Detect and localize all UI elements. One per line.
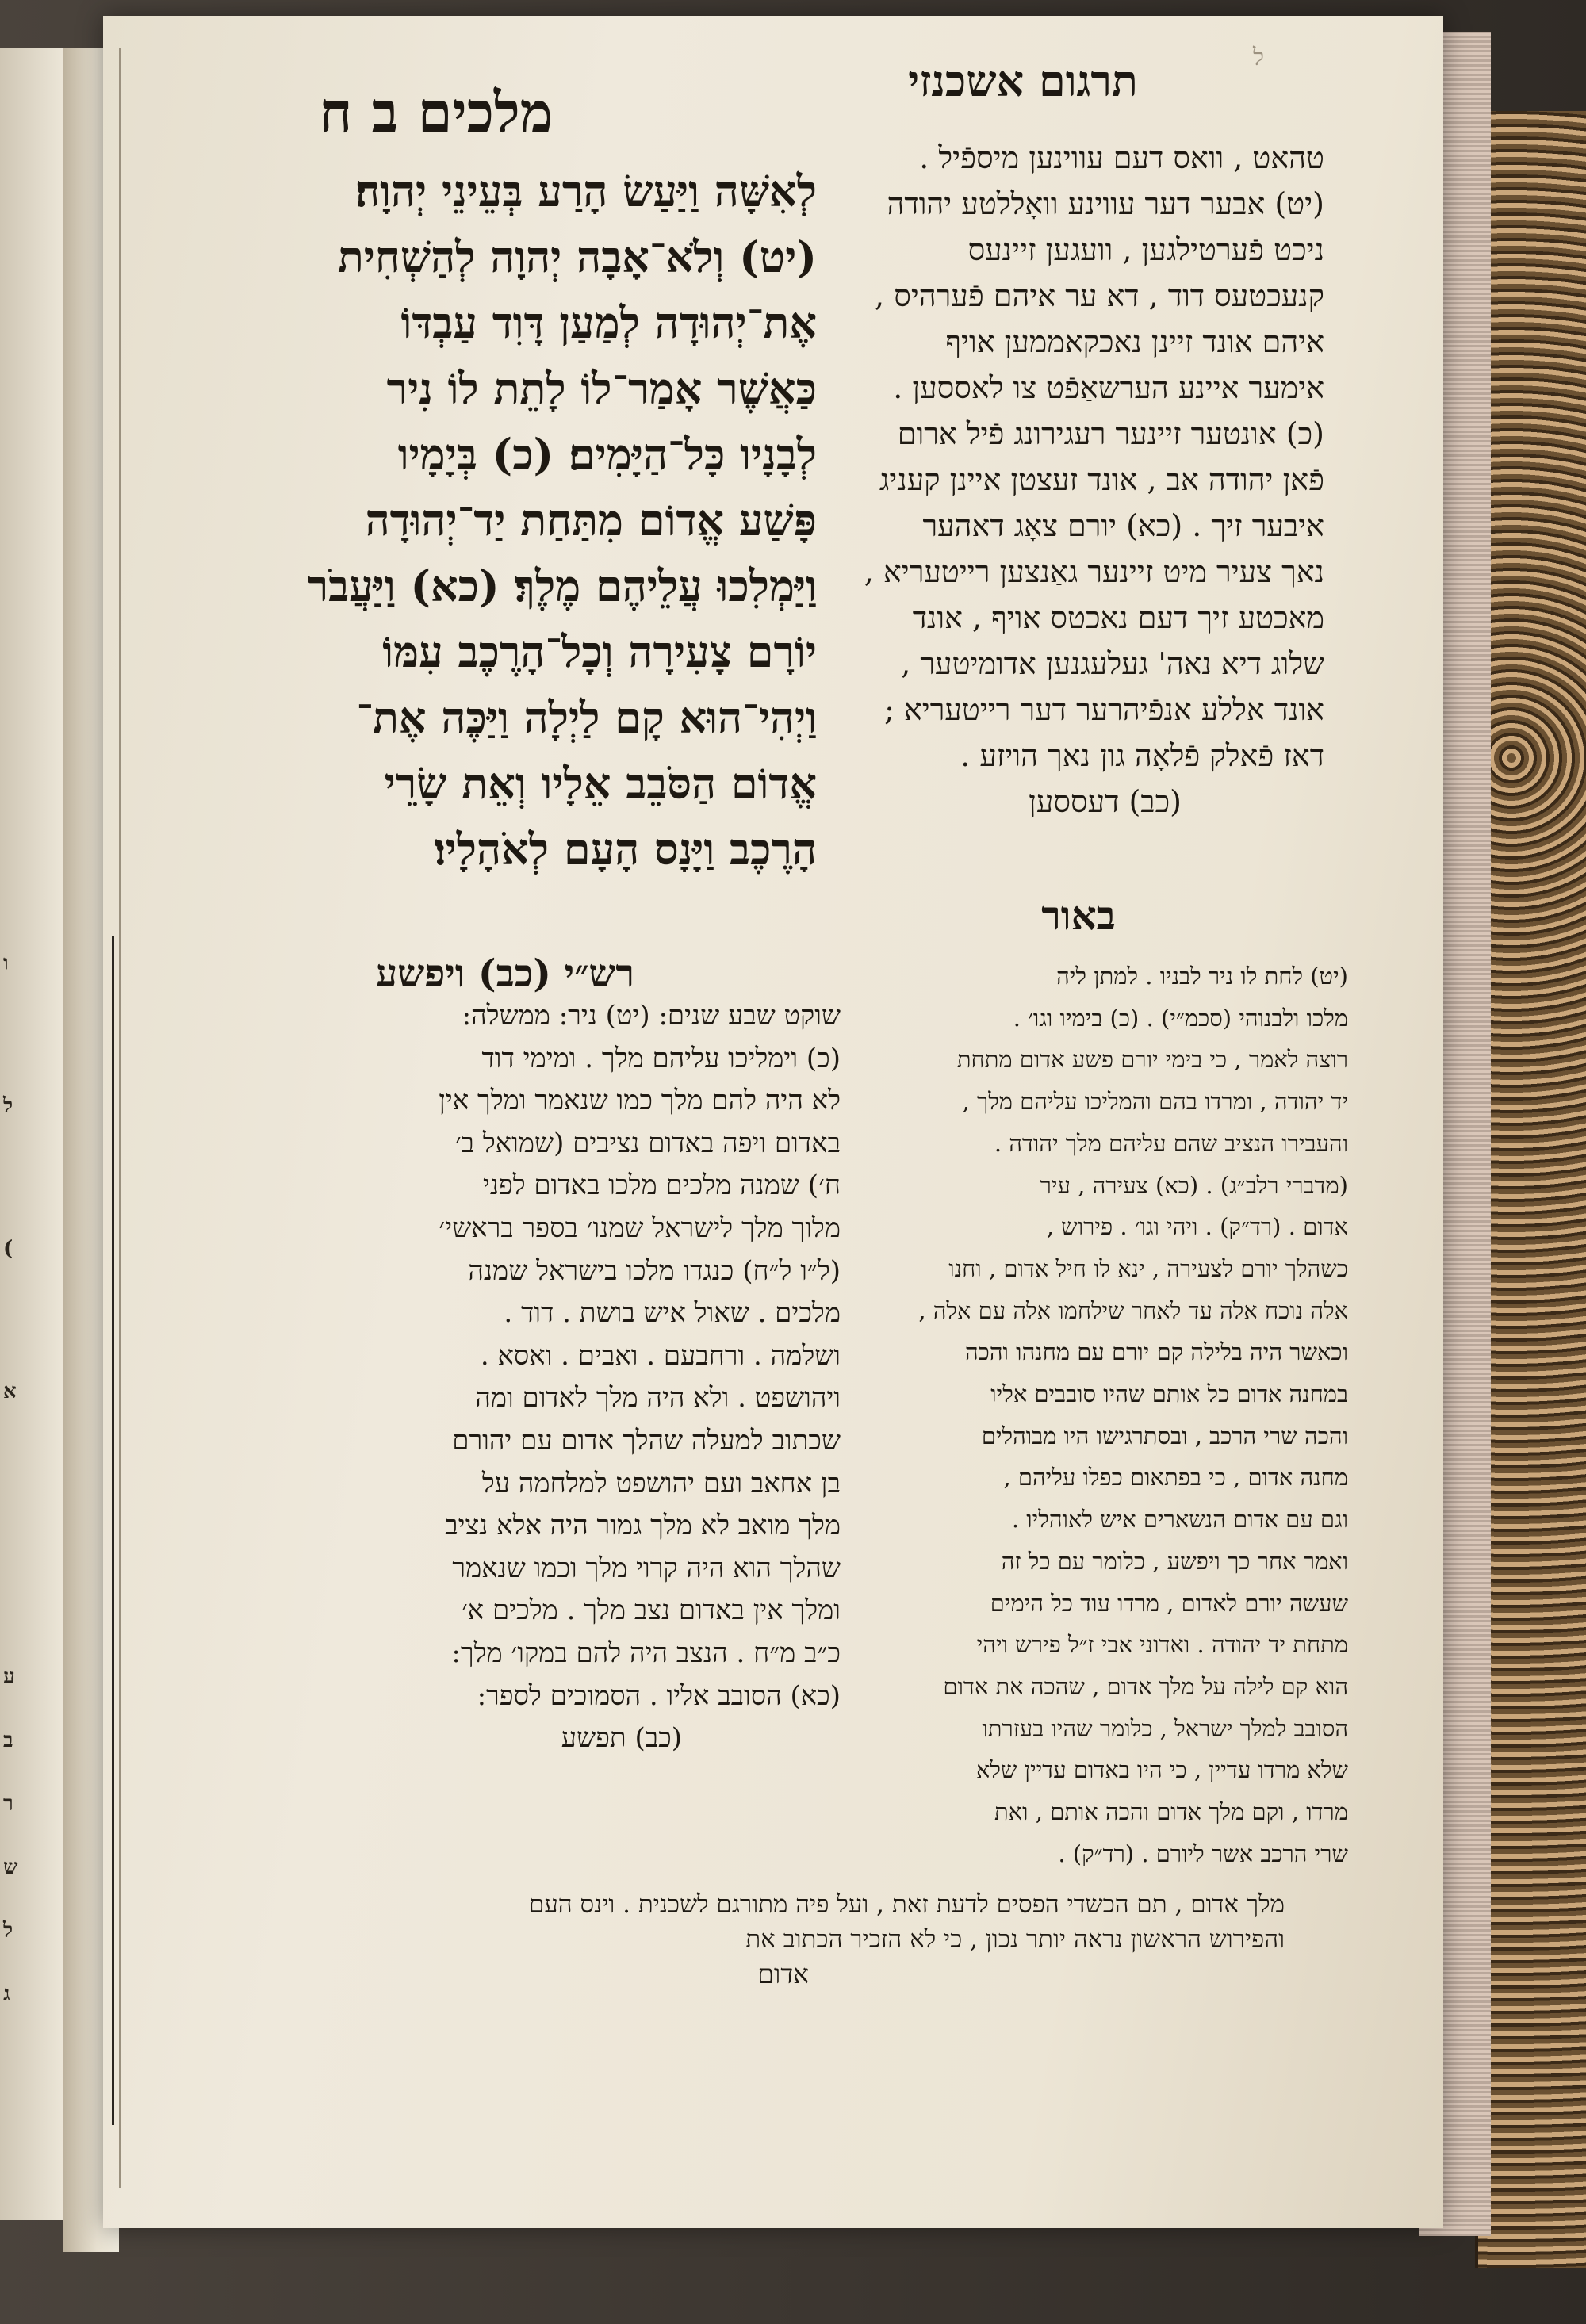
left-page-fragment: ע bbox=[3, 1665, 15, 1689]
rashi-line: באדום ויפה באדום נציבים (שמואל ב׳ bbox=[454, 1127, 841, 1159]
footer-line: והפירוש הראשון נראה יותר נכון , כי לא הזכיר הכתוב את bbox=[745, 1925, 1285, 1954]
targum-line: טהאט , וואס דעם עווינען מיספֿיל . bbox=[919, 140, 1324, 175]
left-page-edge bbox=[0, 48, 65, 2220]
hebrew-line: יוֹרָם צָעִירָה וְכָל־הָרֶכֶב עִמּוֹ bbox=[382, 626, 817, 677]
biur-line: יד יהודה , ומרדו בהם והמליכו עליהם מלך , bbox=[962, 1088, 1348, 1116]
targum-line: דאז פֿאלק פֿלאָה גון נאך הויזע . bbox=[960, 738, 1324, 773]
rashi-line: לא היה להם מלך כמו שנאמר ומלך אין bbox=[439, 1085, 841, 1117]
targum-line: (כ) אונטער זיינער רעגירונג פֿיל ארום bbox=[897, 416, 1324, 451]
footer-line: מלך אדום , תם הכשדי הפסים לדעת זאת , ועל פיה מתורגם לשכנית . וינס העם bbox=[528, 1890, 1285, 1919]
biur-line: והעבירו הנציב שהם עליהם מלך יהודה . bbox=[994, 1129, 1348, 1157]
left-page-fragment: ו bbox=[3, 951, 9, 975]
biur-line: (מדברי רלב״ג) . (כא) צעירה , עיר bbox=[1040, 1171, 1348, 1199]
rashi-line: מלכים . שאול איש בושת . דוד . bbox=[504, 1297, 841, 1330]
hebrew-line: כַּאֲשֶׁר אָמַר־לוֹ לָתֵת לוֹ נִיר bbox=[386, 363, 817, 414]
footer-commentary bbox=[238, 1887, 1285, 1992]
hebrew-line: אֱדוֹם הַסֹּבֵב אֵלָיו וְאֵת שָׂרֵי bbox=[384, 758, 817, 809]
rashi-commentary-column bbox=[206, 995, 841, 1760]
biur-line: (יט) לחת לו ניר לבניו . למתן ליה bbox=[1056, 963, 1348, 990]
biur-line: וגם עם אדום הנשארים איש לאוהליו . bbox=[1011, 1506, 1348, 1533]
hebrew-line: אֶת־יְהוּדָה לְמַעַן דָּוִד עַבְדּוֹ bbox=[400, 297, 817, 348]
left-page-fragment: ב bbox=[3, 1729, 13, 1752]
targum-line: איבער זיך . (כא) יורם צאָג דאהער bbox=[922, 508, 1324, 543]
targum-line: פֿאן יהודה אב , אונד זעצטן איינן קעניג bbox=[879, 462, 1324, 497]
rashi-heading: רש״י (כב) ויפשע bbox=[376, 951, 634, 996]
folio-mark: ל bbox=[1253, 44, 1265, 71]
rashi-line: בן אחאב ועם יהושפט למלחמה על bbox=[481, 1467, 841, 1499]
biur-line: הסובב למלך ישראל , כלומר שהיו בעזרתו bbox=[982, 1714, 1348, 1742]
rashi-line: ומלך אין באדום נצב מלך . מלכים א׳ bbox=[461, 1595, 841, 1627]
running-header-targum: תרגום אשכנזי bbox=[908, 56, 1138, 106]
targum-line: אימער איינע הערשאַפֿט צו לאססען . bbox=[893, 370, 1324, 405]
biur-line: במחנה אדום כל אותם שהיו סובבים אליו bbox=[990, 1380, 1348, 1408]
targum-line: (יט) אבער דער עווינע וואָללטע יהודה bbox=[887, 186, 1324, 221]
biur-heading: באור bbox=[1041, 892, 1116, 939]
running-header-book: מלכים ב ח bbox=[319, 79, 554, 145]
bookmark-thread bbox=[112, 936, 114, 2125]
rashi-line: שכתוב למעלה שהלך אדום עם יהורם bbox=[452, 1424, 841, 1457]
rashi-line: (כא) הסובב אליו . הסמוכים לספר: bbox=[477, 1679, 841, 1712]
hebrew-line: הָרֶכֶב וַיָּנָס הָעָם לְאֹהָלָיו׃ bbox=[434, 824, 817, 875]
hebrew-line: לְבָנָיו כָּל־הַיָּמִים׃ (כ) בְּיָמָיו bbox=[397, 429, 817, 480]
biur-line: שעשה יורם לאדום , מרדו עוד כל הימים bbox=[990, 1589, 1348, 1617]
rashi-line: ושלמה . ורחבעם . ואבים . ואסא . bbox=[480, 1339, 841, 1372]
marbled-cover bbox=[1475, 111, 1586, 2268]
footer-line: אדום bbox=[757, 1958, 809, 1989]
left-page-fragment: א bbox=[3, 1380, 17, 1403]
hebrew-line: וַיַּמְלִכוּ עֲלֵיהֶם מֶלֶךְ׃ (כא) וַיַּעֲבֹר bbox=[307, 561, 817, 611]
targum-line: מאכטע זיך דעם נאכטס אויף , אונד bbox=[912, 600, 1324, 635]
biur-line: מרדו , וקם מלך אדום והכה אותם , ואת bbox=[994, 1798, 1348, 1826]
left-page-fragment: ש bbox=[3, 1855, 18, 1879]
biur-line: והכה שרי הרכב , ובסתרגישו היו מבוהלים bbox=[981, 1422, 1348, 1449]
gutter-line bbox=[119, 48, 121, 2188]
rashi-line: (כ) וימליכו עליהם מלך . ומימי דוד bbox=[481, 1042, 841, 1074]
hebrew-text-column bbox=[206, 159, 817, 883]
targum-line: (כב) דעססען bbox=[1029, 784, 1182, 819]
hebrew-line: פָּשַׁע אֱדוֹם מִתַּחַת יַד־יְהוּדָה bbox=[365, 495, 817, 546]
biur-line: שרי הרכב אשר ליורם . (רד״ק) . bbox=[1058, 1840, 1348, 1867]
rashi-line: (ל״ו ל״ח) כנגדו מלכו בישראל שמנה bbox=[468, 1254, 841, 1287]
biur-line: ואמר אחר כך ויפשע , כלומר עם כל זה bbox=[1001, 1547, 1348, 1575]
biur-line: כשהלך יורם לצעירה , ינא לו חיל אדום , וחנו bbox=[948, 1254, 1348, 1282]
biur-line: שלא מרדו עדיין , כי היו באדום עדיין שלא bbox=[975, 1756, 1348, 1784]
biur-line: מתחת יד יהודה . ואדוני אבי ז״ל פירש ויהי bbox=[976, 1631, 1348, 1659]
targum-line: קנעכטעס דוד , דא ער איהם פֿערהיס , bbox=[875, 278, 1324, 313]
left-page-fragment: ל bbox=[3, 1094, 13, 1118]
rashi-line: (כב) תפשע bbox=[561, 1722, 682, 1755]
biur-line: רוצה לאמר , כי בימי יורם פשע אדום מתחת bbox=[956, 1046, 1348, 1074]
left-page-fragment: ל bbox=[3, 1919, 13, 1943]
targum-line: שלוג דיא נאה' געלעגנען אדומיטער , bbox=[901, 646, 1324, 681]
targum-line: ניכט פֿערטילגען , וועגען זיינעס bbox=[967, 232, 1324, 267]
left-page-fragment: ג bbox=[3, 1982, 10, 2006]
hebrew-line: (יט) וְלֹא־אָבָה יְהוָה לְהַשְׁחִית bbox=[337, 232, 817, 282]
biur-line: מחנה אדום , כי בפתאום כפלו עליהם , bbox=[1003, 1464, 1348, 1491]
rashi-line: מלוך מלך לישראל שמנו׳ בספר בראשי׳ bbox=[439, 1212, 841, 1244]
rashi-line: שוקט שבע שנים: (יט) ניר: ממשלה: bbox=[462, 1000, 841, 1032]
biur-line: מלכו ולבנוהי (סכמ״י) . (כ) בימיו וגו׳ . bbox=[1013, 1004, 1348, 1032]
biur-commentary-column bbox=[793, 955, 1348, 1874]
rashi-line: מלך מואב לא מלך גמור היה אלא נציב bbox=[445, 1510, 841, 1542]
targum-line: אונד אללע אנפֿיהרער דער רייטעריא ; bbox=[884, 692, 1324, 727]
biur-line: אלה נוכח אלה עד לאחר שילחמו אלה עם אלה , bbox=[918, 1296, 1348, 1324]
biur-line: אדום . (רד״ק) . ויהי וגו׳ . פירוש , bbox=[1046, 1213, 1348, 1241]
rashi-line: כ״ב מ״ח . הנצב היה להם במקו׳ מלך: bbox=[451, 1637, 841, 1669]
rashi-line: שהלך הוא היה קרוי מלך וכמו שנאמר bbox=[452, 1552, 841, 1584]
targum-line: נאך צעיר מיט זיינער גאַנצען רייטעריא , bbox=[864, 554, 1324, 589]
rashi-line: ויהושפט . ולא היה מלך לאדום ומה bbox=[475, 1382, 841, 1415]
targum-column bbox=[745, 135, 1324, 825]
biur-line: הוא קם לילה על מלך אדום , שהכה את אדום bbox=[943, 1672, 1348, 1700]
left-page-fragment: ר bbox=[3, 1792, 13, 1816]
left-page-fragment: ( bbox=[3, 1237, 13, 1261]
hebrew-line: וַיְהִי־הוּא קָם לַיְלָה וַיַּכֶּה אֶת־ bbox=[356, 692, 817, 743]
biur-line: וכאשר היה בלילה קם יורם עם מחנהו והכה bbox=[965, 1338, 1348, 1366]
hebrew-line: לְאִשָּׁה וַיַּעַשׂ הָרַע בְּעֵינֵי יְהוָה׃ bbox=[355, 166, 817, 216]
rashi-line: ח׳) שמנה מלכים מלכו באדום לפני bbox=[482, 1170, 841, 1202]
targum-line: איהם אונד זיינן נאכקאממען אויף bbox=[945, 324, 1324, 359]
